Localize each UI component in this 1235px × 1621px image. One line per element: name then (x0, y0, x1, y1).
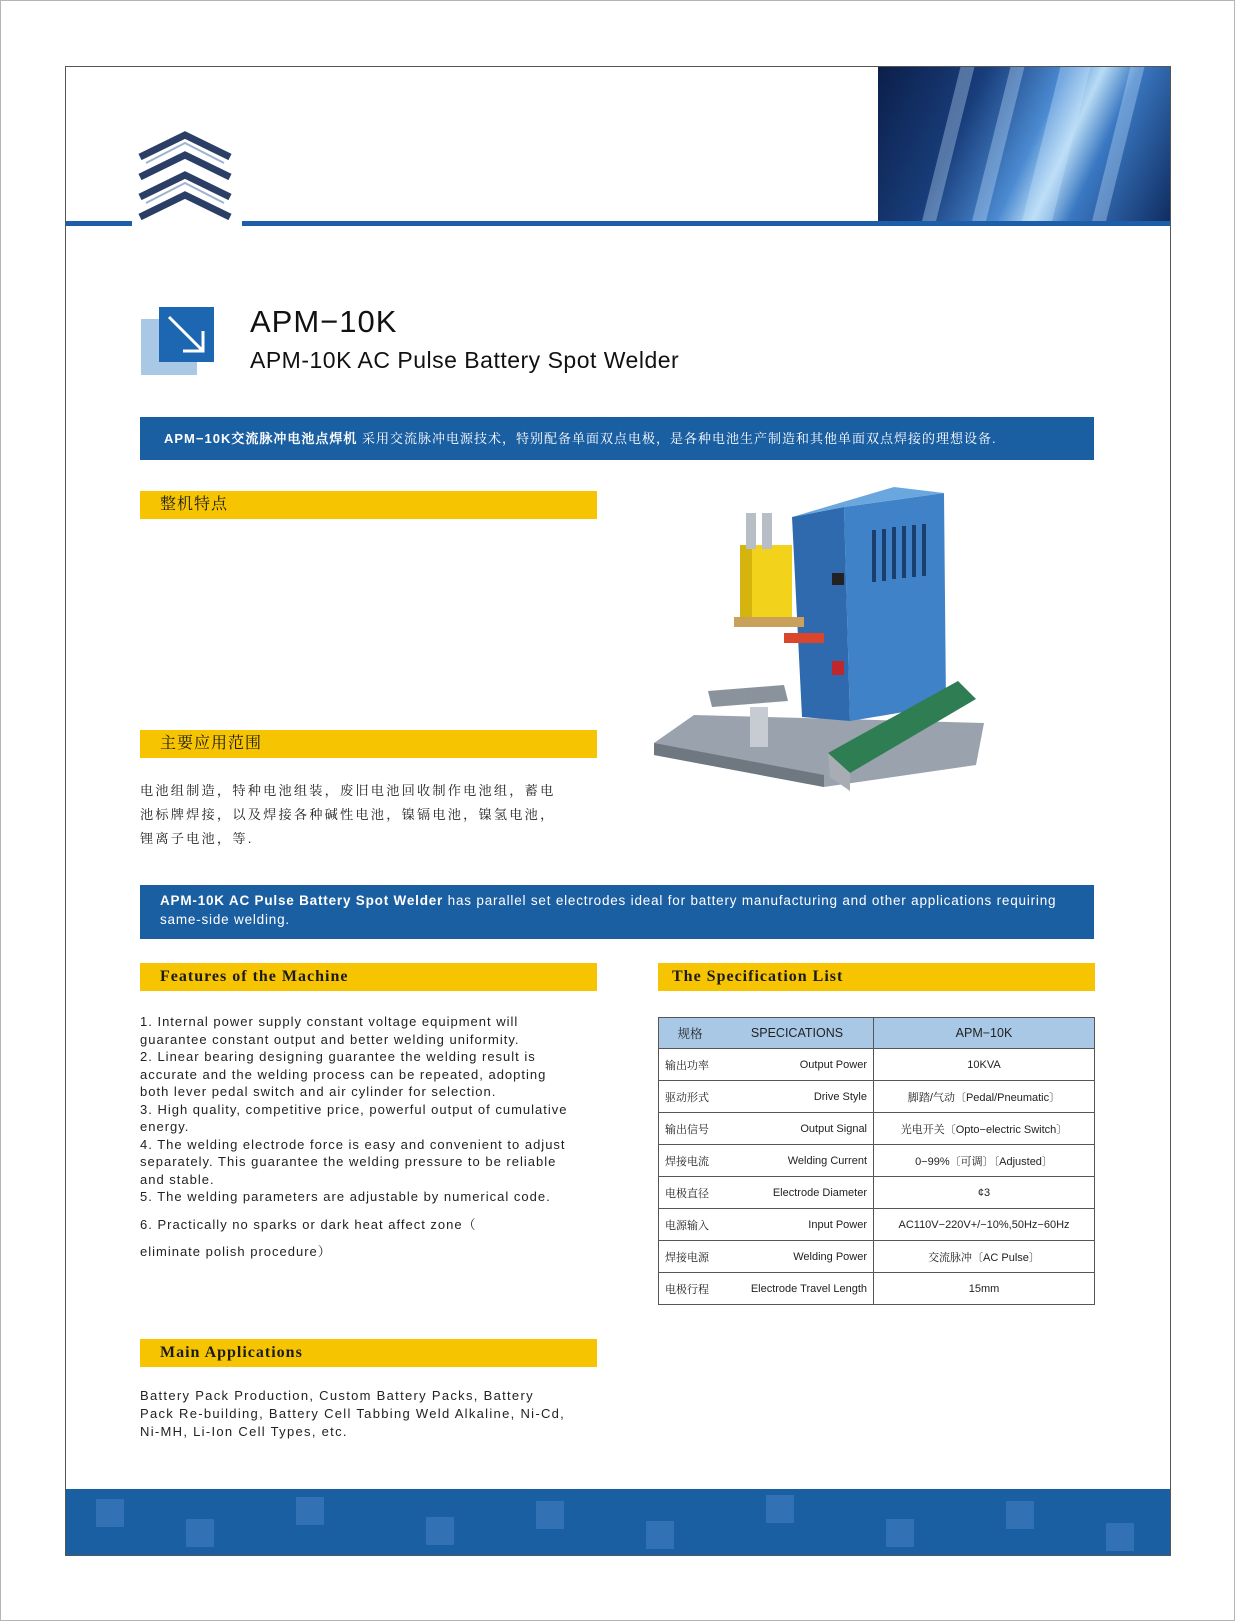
feature-item: 6. Practically no sparks or dark heat affect zone（ (140, 1216, 477, 1232)
building-photo (878, 67, 1170, 223)
spec-cn: 电极直径 (659, 1177, 722, 1209)
spec-en: Output Power (721, 1049, 874, 1081)
spec-value: AC110V−220V+/−10%,50Hz−60Hz (874, 1209, 1095, 1241)
spec-header-row (659, 1018, 1095, 1049)
intro-banner-cn (140, 417, 1094, 460)
intro-en-text: has parallel set electrodes ideal for battery manufacturing and other applications requiring same-side welding. (160, 893, 1057, 927)
spec-en: Welding Current (721, 1145, 874, 1177)
spec-head-en: SPECICATIONS (721, 1018, 874, 1049)
intro-en-bold: APM-10K AC Pulse Battery Spot Welder (160, 893, 444, 908)
spec-heading: The Specification List (658, 963, 1095, 991)
spec-value: 10KVA (874, 1049, 1095, 1081)
feature-item: 5. The welding parameters are adjustable by numerical code. (140, 1189, 551, 1204)
spec-cn: 驱动形式 (659, 1081, 722, 1113)
feature-item: 3. High quality, competitive price, powerful output of cumulative energy. (140, 1101, 568, 1134)
table-row (659, 1081, 1095, 1113)
brochure-sheet (65, 66, 1171, 1556)
product-subtitle: APM-10K AC Pulse Battery Spot Welder (250, 347, 680, 373)
company-logo (132, 127, 242, 229)
table-row (659, 1113, 1095, 1145)
spec-en: Electrode Diameter (721, 1177, 874, 1209)
table-row (659, 1209, 1095, 1241)
applications-text: Battery Pack Production, Custom Battery Packs, Battery Pack Re-building, Battery Cell Tabbing Weld Alkaline, Ni-Cd, Ni-MH, Li-Ion Cell Types, etc. (140, 1388, 566, 1439)
features-list (140, 1013, 570, 1261)
spec-value: 0−99%〔可调〕〔Adjusted〕 (874, 1145, 1095, 1177)
table-row (659, 1145, 1095, 1177)
product-model: APM−10K (250, 304, 398, 339)
applications-cn-text: 电池组制造，特种电池组装，废旧电池回收制作电池组，蓄电池标牌焊接，以及焊接各种碱性电池，镍镉电池，镍氢电池，锂离子电池，等. (140, 783, 556, 846)
spec-cn: 输出功率 (659, 1049, 722, 1081)
table-row (659, 1241, 1095, 1273)
features-cn-heading: 整机特点 (140, 491, 597, 519)
spot-welder-photo (654, 485, 990, 825)
spec-en: Drive Style (721, 1081, 874, 1113)
spec-value: 交流脉冲〔AC Pulse〕 (874, 1241, 1095, 1273)
intro-cn-text: 采用交流脉冲电源技术，特别配备单面双点电极，是各种电池生产制造和其他单面双点焊接的理想设备. (361, 431, 997, 446)
applications-heading: Main Applications (140, 1339, 597, 1367)
spec-cn: 焊接电源 (659, 1241, 722, 1273)
spec-en: Output Signal (721, 1113, 874, 1145)
arrow-corner-icon (159, 307, 214, 362)
spec-cn: 电极行程 (659, 1273, 722, 1305)
spec-value: 光电开关〔Opto−electric Switch〕 (874, 1113, 1095, 1145)
feature-item: 4. The welding electrode force is easy and convenient to adjust separately. This guarantee the welding pressure to be reliable and stable. (140, 1136, 566, 1187)
spec-cn: 电源输入 (659, 1209, 722, 1241)
intro-cn-bold: APM−10K交流脉冲电池点焊机 (164, 431, 358, 446)
spec-value: 脚踏/气动〔Pedal/Pneumatic〕 (874, 1081, 1095, 1113)
spec-en: Electrode Travel Length (721, 1273, 874, 1305)
applications-cn-heading: 主要应用范围 (140, 730, 597, 758)
spec-head-cn: 规格 (659, 1018, 722, 1049)
feature-item: 1. Internal power supply constant voltage equipment will guarantee constant output and better welding uniformity. (140, 1014, 520, 1047)
spec-en: Welding Power (721, 1241, 874, 1273)
spec-head-model: APM−10K (874, 1018, 1095, 1049)
spec-value: 15mm (874, 1273, 1095, 1305)
table-row (659, 1049, 1095, 1081)
feature-item: 2. Linear bearing designing guarantee the welding result is accurate and the welding process can be repeated, adopting both lever pedal switch and air cylinder for selection. (140, 1049, 547, 1099)
spec-cn: 输出信号 (659, 1113, 722, 1145)
table-row (659, 1177, 1095, 1209)
spec-table (658, 1017, 1095, 1305)
spec-value: ¢3 (874, 1177, 1095, 1209)
table-row (659, 1273, 1095, 1305)
spec-cn: 焊接电流 (659, 1145, 722, 1177)
features-heading: Features of the Machine (140, 963, 597, 991)
footer-band (66, 1489, 1170, 1555)
spec-en: Input Power (721, 1209, 874, 1241)
feature-item: eliminate polish procedure） (140, 1244, 332, 1259)
intro-banner-en (140, 885, 1094, 939)
